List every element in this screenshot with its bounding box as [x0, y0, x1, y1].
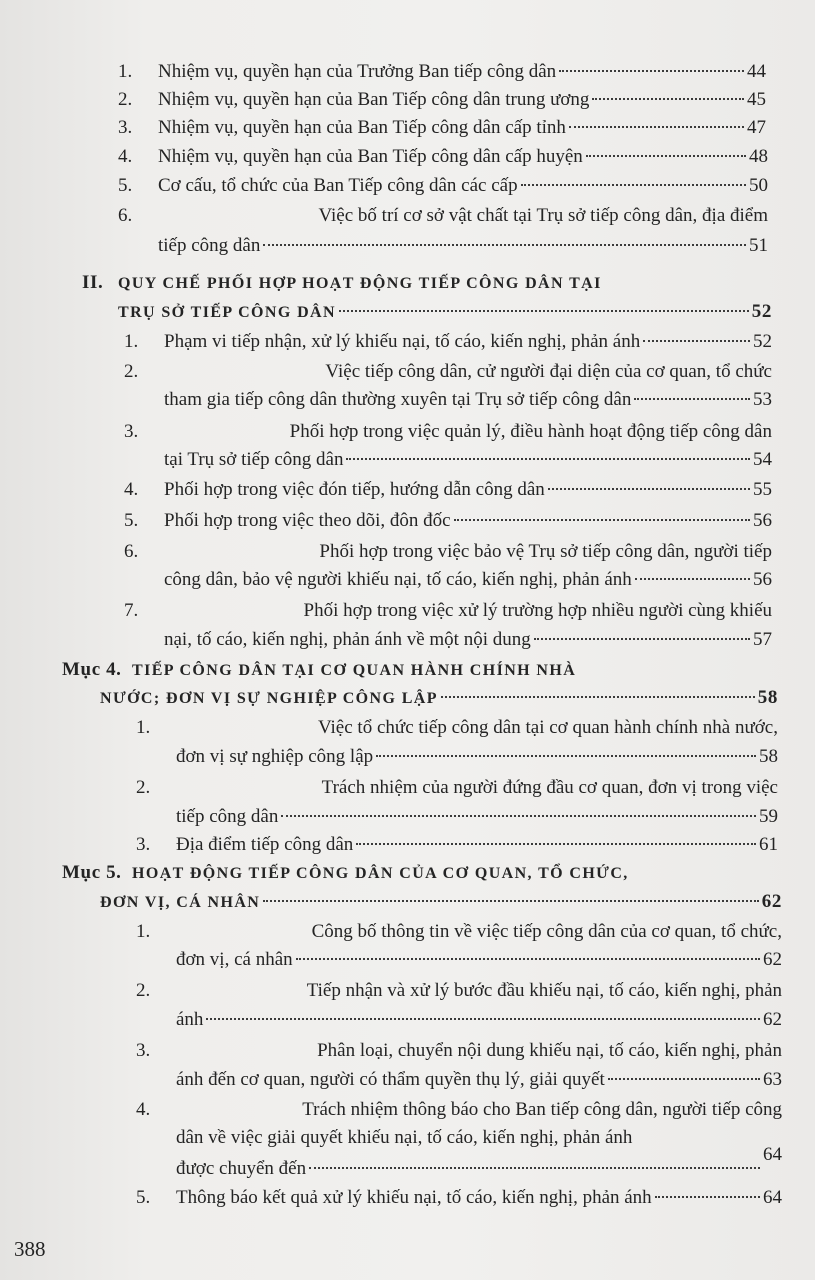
- toc-entry-continued: [164, 566, 772, 594]
- toc-entry-title: tiếp công dân: [176, 806, 279, 827]
- toc-section-heading-continued: [100, 888, 782, 916]
- dot-leader: [635, 578, 750, 580]
- toc-entry-continued: [164, 446, 772, 474]
- toc-entry-page: 50: [749, 175, 768, 196]
- toc-entry: [118, 202, 768, 230]
- toc-entry-number: 4.: [118, 146, 133, 167]
- toc-entry: [118, 172, 768, 200]
- toc-entry-title: tham gia tiếp công dân thường xuyên tại Trụ sở tiếp công dân: [164, 389, 632, 410]
- toc-entry: [136, 918, 782, 946]
- dot-leader: [309, 1167, 760, 1169]
- toc-entry-title: tiếp công dân: [158, 235, 261, 256]
- toc-entry-page: 51: [749, 235, 768, 256]
- toc-entry-title: Nhiệm vụ, quyền hạn của Ban Tiếp công dân cấp tỉnh: [158, 117, 566, 138]
- toc-entry: [136, 774, 778, 802]
- toc-entry-title: đơn vị, cá nhân: [176, 949, 293, 970]
- toc-entry-title: Thông báo kết quả xử lý khiếu nại, tố cáo, kiến nghị, phản ánh: [176, 1187, 652, 1208]
- toc-entry-title: Nhiệm vụ, quyền hạn của Ban Tiếp công dân trung ương: [158, 89, 590, 110]
- dot-leader: [643, 340, 750, 342]
- toc-entry-title: Việc bố trí cơ sở vật chất tại Trụ sở tiếp công dân, địa điểm: [318, 205, 768, 226]
- toc-entry-page: 47: [747, 117, 766, 138]
- toc-entry-title: ánh: [176, 1009, 204, 1030]
- toc-entry-continued: [158, 232, 768, 260]
- toc-section-heading-continued: [118, 298, 772, 326]
- toc-entry-number: 5.: [118, 175, 133, 196]
- toc-entry-page: 52: [753, 331, 772, 352]
- toc-entry-page: 59: [759, 806, 778, 827]
- toc-entry: [124, 476, 772, 504]
- dot-leader: [548, 488, 750, 490]
- toc-entry-page: 61: [759, 834, 778, 855]
- toc-entry-continued: [176, 743, 778, 771]
- toc-entry-continued: [176, 1006, 782, 1034]
- dot-leader: [356, 843, 756, 845]
- toc-section-title: TRỤ SỞ TIẾP CÔNG DÂN: [118, 304, 336, 321]
- toc-entry-number: 7.: [124, 600, 139, 621]
- toc-entry-page: 64: [763, 1144, 782, 1165]
- page-number: 388: [14, 1237, 46, 1261]
- toc-entry-page: 55: [753, 479, 772, 500]
- toc-entry-number: 5.: [124, 510, 139, 531]
- dot-leader: [655, 1196, 760, 1198]
- dot-leader: [569, 126, 744, 128]
- toc-entry-title: Tiếp nhận và xử lý bước đầu khiếu nại, tố cáo, kiến nghị, phản: [306, 980, 782, 1001]
- toc-entry-title: Việc tiếp công dân, cử người đại diện của cơ quan, tổ chức: [325, 361, 772, 382]
- toc-entry-page: 56: [753, 510, 772, 531]
- toc-entry-number: 2.: [136, 980, 151, 1001]
- toc-entry-page: 63: [763, 1069, 782, 1090]
- toc-entry-continued: [176, 803, 778, 831]
- toc-entry: [136, 977, 782, 1005]
- toc-entry: [118, 114, 766, 142]
- toc-entry-number: 4.: [124, 479, 139, 500]
- toc-entry-page: 48: [749, 146, 768, 167]
- dot-leader: [281, 815, 756, 817]
- toc-entry-number: 2.: [124, 361, 139, 382]
- dot-leader: [559, 70, 744, 72]
- toc-entry-title: Phân loại, chuyển nội dung khiếu nại, tố cáo, kiến nghị, phản: [317, 1040, 782, 1061]
- dot-leader: [296, 958, 760, 960]
- toc-entry-continued: [176, 1066, 782, 1094]
- toc-entry-number: 6.: [118, 205, 133, 226]
- toc-entry: [124, 418, 772, 446]
- toc-section-title: ĐƠN VỊ, CÁ NHÂN: [100, 894, 261, 911]
- toc-entry-title: nại, tố cáo, kiến nghị, phản ánh về một nội dung: [164, 629, 531, 650]
- dot-leader: [634, 398, 750, 400]
- toc-entry-title: Việc tổ chức tiếp công dân tại cơ quan hành chính nhà nước,: [317, 717, 778, 738]
- toc-entry-page: 54: [753, 449, 772, 470]
- toc-entry-number: 6.: [124, 541, 139, 562]
- toc-entry-page: 57: [753, 629, 772, 650]
- toc-entry-title: Phối hợp trong việc quản lý, điều hành hoạt động tiếp công dân: [289, 421, 772, 442]
- toc-entry-continued: [164, 626, 772, 654]
- toc-entry-number: 4.: [136, 1099, 151, 1120]
- dot-leader: [263, 900, 759, 902]
- toc-entry-title: Trách nhiệm của người đứng đầu cơ quan, đơn vị trong việc: [321, 777, 778, 798]
- toc-entry-title: Nhiệm vụ, quyền hạn của Trưởng Ban tiếp công dân: [158, 61, 557, 82]
- toc-entry-continued: [176, 1144, 782, 1183]
- dot-leader: [376, 755, 756, 757]
- toc-section-title: NƯỚC; ĐƠN VỊ SỰ NGHIỆP CÔNG LẬP: [100, 690, 438, 707]
- toc-section-page: 62: [761, 891, 782, 912]
- dot-leader: [206, 1018, 760, 1020]
- toc-entry-title: tại Trụ sở tiếp công dân: [164, 449, 344, 470]
- toc-entry-page: 64: [763, 1187, 782, 1208]
- dot-leader: [346, 458, 750, 460]
- toc-section-title: HOẠT ĐỘNG TIẾP CÔNG DÂN CỦA CƠ QUAN, TỔ CHỨC,: [132, 865, 629, 882]
- toc-entry-number: 1.: [118, 61, 133, 82]
- toc-section-heading-continued: [100, 684, 778, 712]
- dot-leader: [454, 519, 750, 521]
- toc-entry: [136, 1037, 782, 1065]
- toc-entry-title: Công bố thông tin về việc tiếp công dân của cơ quan, tổ chức,: [311, 921, 782, 942]
- toc-section-page: 52: [751, 301, 772, 322]
- toc-entry-number: 1.: [136, 921, 151, 942]
- dot-leader: [608, 1078, 760, 1080]
- toc-entry-title: được chuyển đến: [176, 1158, 307, 1179]
- toc-entry: [124, 538, 772, 566]
- toc-entry-title: công dân, bảo vệ người khiếu nại, tố cáo, kiến nghị, phản ánh: [164, 569, 632, 590]
- toc-entry-number: 3.: [118, 117, 133, 138]
- toc-entry-title: Nhiệm vụ, quyền hạn của Ban Tiếp công dân cấp huyện: [158, 146, 583, 167]
- toc-entry: [118, 143, 768, 171]
- toc-section-title: TIẾP CÔNG DÂN TẠI CƠ QUAN HÀNH CHÍNH NHÀ: [132, 662, 577, 679]
- toc-entry: [124, 507, 772, 535]
- toc-entry-number: 3.: [124, 421, 139, 442]
- toc-entry-title: Phối hợp trong việc bảo vệ Trụ sở tiếp công dân, người tiếp: [319, 541, 772, 562]
- toc-entry: [136, 831, 778, 859]
- dot-leader: [521, 184, 746, 186]
- toc-entry-page: 58: [759, 746, 778, 767]
- toc-entry-number: 1.: [124, 331, 139, 352]
- toc-section-heading: [62, 859, 782, 887]
- toc-entry-page: 44: [747, 61, 766, 82]
- toc-entry-continued: [164, 386, 772, 414]
- toc-entry-title: dân về việc giải quyết khiếu nại, tố cáo, kiến nghị, phản ánh: [176, 1127, 633, 1148]
- toc-entry: [136, 1184, 782, 1212]
- toc-entry-title: đơn vị sự nghiệp công lập: [176, 746, 374, 767]
- toc-entry-page: 53: [753, 389, 772, 410]
- toc-entry-number: 3.: [136, 1040, 151, 1061]
- toc-section-heading: [82, 269, 772, 297]
- toc-entry-page: 56: [753, 569, 772, 590]
- toc-entry-page: 62: [763, 1009, 782, 1030]
- toc-entry: [124, 597, 772, 625]
- dot-leader: [263, 244, 746, 246]
- toc-entry-title: Cơ cấu, tổ chức của Ban Tiếp công dân các cấp: [158, 175, 518, 196]
- toc-entry-number: 2.: [136, 777, 151, 798]
- toc-entry-title: ánh đến cơ quan, người có thẩm quyền thụ lý, giải quyết: [176, 1069, 605, 1090]
- toc-entry: [136, 714, 778, 742]
- toc-entry: [118, 58, 766, 86]
- toc-entry-title: Phạm vi tiếp nhận, xử lý khiếu nại, tố cáo, kiến nghị, phản ánh: [164, 331, 641, 352]
- toc-entry-title: Phối hợp trong việc đón tiếp, hướng dẫn công dân: [164, 479, 545, 500]
- toc-section-number: Mục 5.: [62, 862, 122, 883]
- toc-entry-page: 45: [747, 89, 766, 110]
- toc-section-title: QUY CHẾ PHỐI HỢP HOẠT ĐỘNG TIẾP CÔNG DÂN TẠI: [118, 275, 602, 292]
- toc-section-number: Mục 4.: [62, 659, 122, 680]
- toc-entry-number: 3.: [136, 834, 151, 855]
- toc-entry-number: 5.: [136, 1187, 151, 1208]
- toc-entry-title: Phối hợp trong việc xử lý trường hợp nhiều người cùng khiếu: [303, 600, 772, 621]
- dot-leader: [586, 155, 746, 157]
- dot-leader: [534, 638, 750, 640]
- toc-entry-title: Địa điểm tiếp công dân: [176, 834, 354, 855]
- toc-section-number: II.: [82, 272, 104, 293]
- toc-entry-title: Trách nhiệm thông báo cho Ban tiếp công dân, người tiếp công: [302, 1099, 782, 1120]
- toc-entry: [124, 358, 772, 386]
- toc-section-heading: [62, 656, 778, 684]
- toc-entry-page: 62: [763, 949, 782, 970]
- toc-entry-continued: [176, 1124, 782, 1152]
- toc-entry-title: Phối hợp trong việc theo dõi, đôn đốc: [164, 510, 451, 531]
- toc-entry: [124, 328, 772, 356]
- toc-section-page: 58: [757, 687, 778, 708]
- dot-leader: [339, 310, 749, 312]
- toc-entry: [118, 86, 766, 114]
- toc-entry-number: 2.: [118, 89, 133, 110]
- toc-entry: [136, 1096, 782, 1124]
- dot-leader: [441, 696, 755, 698]
- dot-leader: [592, 98, 744, 100]
- toc-entry-continued: [176, 946, 782, 974]
- toc-entry-number: 1.: [136, 717, 151, 738]
